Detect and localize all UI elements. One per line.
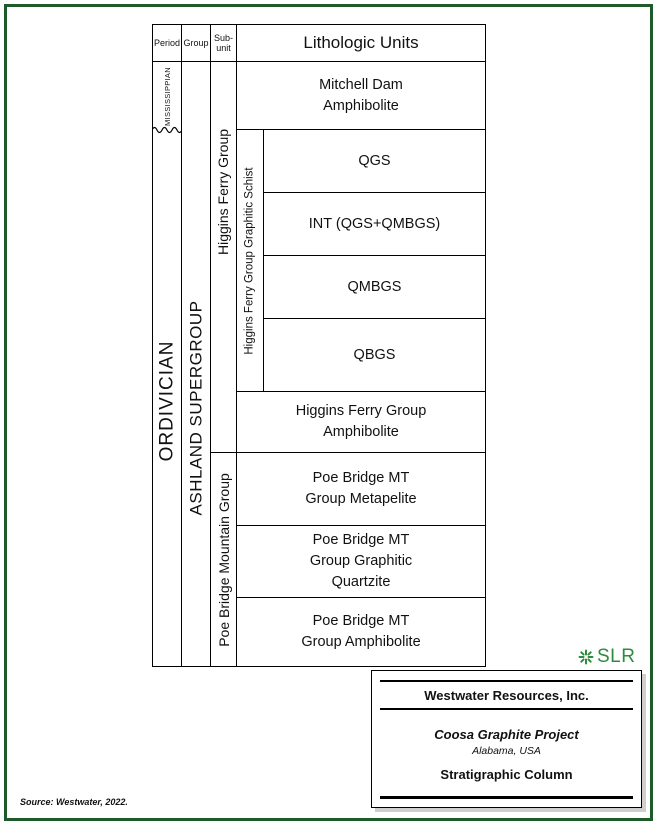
header-subunit: [210, 24, 237, 62]
unit-label: Higgins Ferry Group Amphibolite: [295, 403, 427, 440]
header-period-label: Period: [153, 38, 180, 48]
unit-label: Mitchell Dam Amphibolite: [319, 76, 403, 114]
subunit-higgins-ferry: [210, 61, 237, 453]
group-ashland-supergroup: ASHLAND SUPERGROUP: [186, 300, 205, 516]
unit-label: QMBGS: [347, 278, 402, 295]
unit-label: Poe Bridge MT Group Graphitic Quartzite: [309, 532, 413, 590]
period-ordovician: ORDIVICIAN: [156, 340, 178, 462]
project-location: Alabama, USA: [472, 745, 541, 757]
slr-logo: [578, 646, 635, 668]
mississippian-cell: [152, 61, 182, 131]
unit-label: Poe Bridge MT Group Metapelite: [305, 470, 417, 507]
unit-mitchell-dam-amphibolite: [236, 61, 486, 130]
asterisk-logo-icon: [578, 649, 594, 665]
subunit-poe-bridge: [210, 452, 237, 667]
unit-poe-bridge-metapelite: [236, 452, 486, 526]
project-name: Coosa Graphite Project: [434, 727, 579, 742]
subunit-higgins-ferry-label: Higgins Ferry Group: [215, 128, 232, 256]
unit-poe-bridge-amphibolite: [236, 597, 486, 667]
unit-qmbgs: [263, 255, 486, 319]
company-name: Westwater Resources, Inc.: [424, 688, 589, 703]
title-block: [371, 670, 642, 808]
unit-label: INT (QGS+QMBGS): [308, 215, 441, 232]
unit-label: Poe Bridge MT Group Amphibolite: [301, 613, 421, 650]
unit-qgs: [263, 129, 486, 193]
source-note: Source: Westwater, 2022.: [20, 797, 128, 807]
title-rule-middle: [380, 708, 633, 710]
unit-higgins-ferry-amphibolite: [236, 391, 486, 453]
unit-label: QGS: [358, 152, 391, 169]
title-rule-top: [380, 680, 633, 682]
header-subunit-label: Sub- unit: [213, 33, 233, 53]
period-mississippian: MISSISSIPPIAN: [162, 66, 172, 126]
unconformity-wavy-line: [152, 124, 182, 136]
figure-title: Stratigraphic Column: [440, 767, 573, 782]
unit-label: QBGS: [353, 346, 396, 363]
header-lithologic-label: Lithologic Units: [303, 33, 419, 52]
slr-logo-text: SLR: [597, 646, 636, 667]
unit-qbgs: [263, 318, 486, 392]
header-group-label: Group: [183, 38, 209, 48]
unit-poe-bridge-graphitic-quartzite: [236, 525, 486, 598]
subunit-higgins-ferry-graphitic-schist: [236, 129, 264, 392]
title-rule-bottom: [380, 796, 633, 799]
subunit-graphitic-schist-label: Higgins Ferry Group Graphitic Schist: [244, 166, 257, 355]
subunit-poe-bridge-label: Poe Bridge Mountain Group: [215, 472, 232, 647]
unit-int: [263, 192, 486, 256]
header-lithologic-units: [236, 24, 486, 62]
header-period: [152, 24, 182, 62]
header-group: [181, 24, 211, 62]
group-column: [181, 61, 211, 667]
ordovician-cell: [152, 136, 182, 666]
